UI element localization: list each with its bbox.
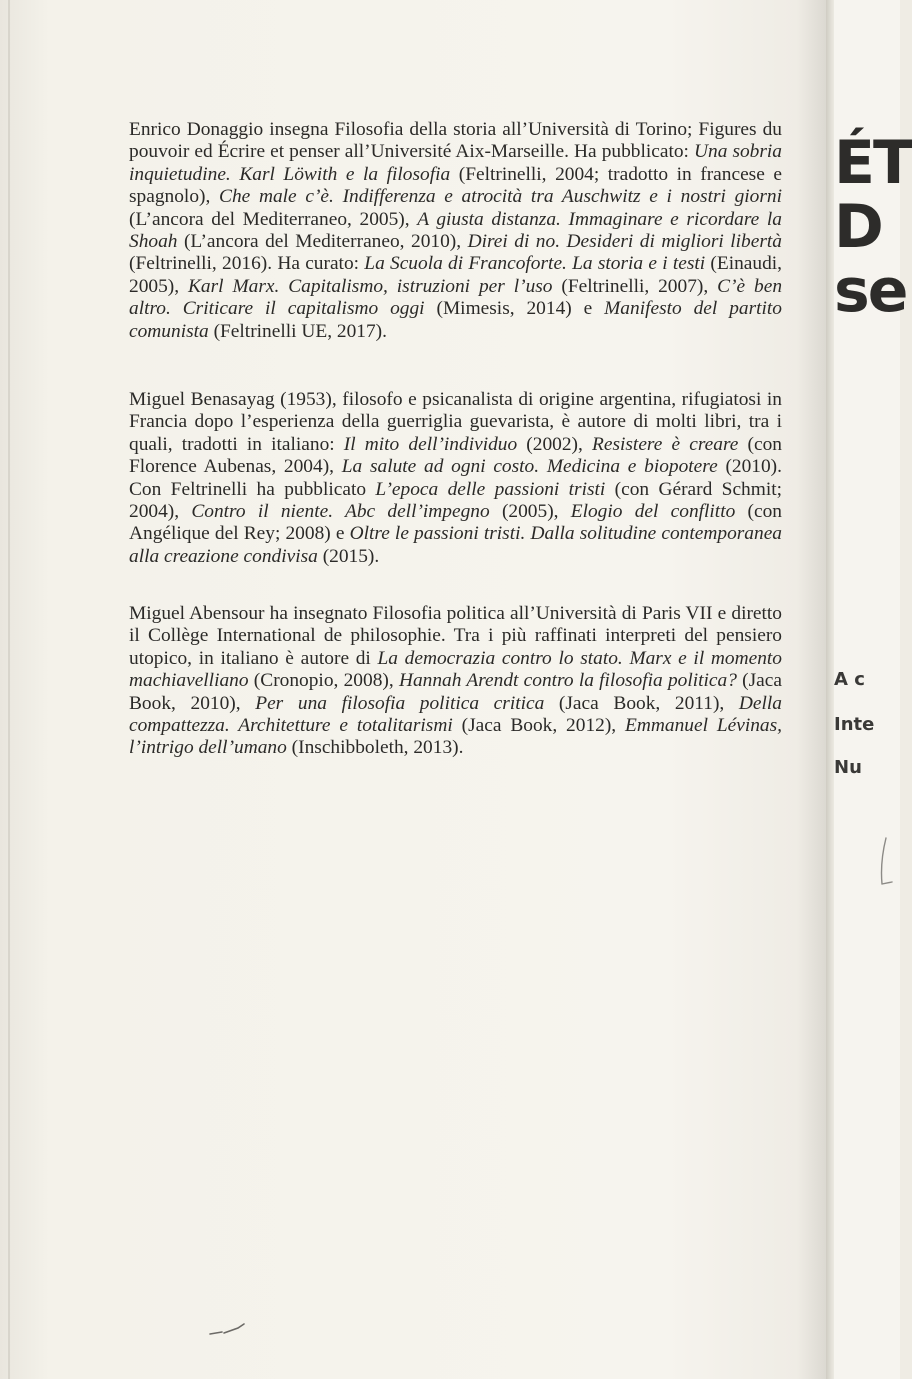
bio-text: (Feltrinelli, 2007), <box>552 275 718 297</box>
book-title: Per una filosofia politica critica <box>255 692 545 714</box>
credit-line-1: A c <box>834 669 865 690</box>
bio-text: (2005), <box>489 501 571 523</box>
bio-text: (2002), <box>517 433 592 455</box>
bio-text: (Einaudi, 2005), <box>129 253 783 297</box>
bio-text: Miguel Benasayag (1953), filosofo e psicanalista di origine argentina, rifugiatosi in Francia dopo l’esperienza della guerriglia guevarista, è autore di molti libri, tra i quali, tradotti in italiano: <box>129 389 782 455</box>
bio-text: Miguel Abensour ha insegnato Filosofia politica all’Università di Paris VII e diretto il Collège International de philosophie. Tra i più raffinati interpreti del pensiero utopico, in italiano è autore di <box>129 603 782 669</box>
bio-text: (Feltrinelli, 2016). Ha curato: <box>129 253 365 275</box>
book-title: Resistere è creare <box>592 433 739 455</box>
bio-donaggio <box>129 119 782 343</box>
page-edge <box>8 0 10 1379</box>
bio-text: (Cronopio, 2008), <box>248 670 399 692</box>
bio-benasayag <box>129 389 782 568</box>
title-line-2: D <box>834 192 882 262</box>
book-title: La salute ad ogni costo. Medicina e biopotere <box>341 456 718 478</box>
bio-text: (Feltrinelli, 2004; tradotto in francese e spagnolo), <box>129 163 782 208</box>
bio-text: (con Gérard Schmit; 2004), <box>129 478 782 523</box>
credit-line-2: Inte <box>834 714 875 735</box>
book-title: Della compattezza. Architetture e totalitarismi <box>129 692 782 737</box>
book-title: Direi di no. Desideri di migliori libertà <box>467 231 782 253</box>
book-title: Che male c’è. Indifferenza e atrocità tra Auschwitz e i nostri giorni <box>219 186 783 208</box>
bio-text: (Jaca Book, 2012), <box>452 715 626 737</box>
book-title: Oltre le passioni tristi. Dalla solitudine contemporanea alla creazione condivisa <box>129 523 783 567</box>
bio-text: (con Angélique del Rey; 2008) e <box>129 501 782 545</box>
bio-text: (Mimesis, 2014) e <box>424 298 605 320</box>
book-title: Karl Marx. Capitalismo, istruzioni per l’uso <box>188 275 553 297</box>
bio-text: (Jaca Book, 2010), <box>129 670 782 714</box>
title-line-3: se <box>834 256 907 326</box>
right-page <box>834 0 912 1379</box>
bio-text: (Jaca Book, 2011), <box>544 692 739 714</box>
book-title: Emmanuel Lévinas, l’intrigo dell’umano <box>129 715 783 759</box>
bio-text: Enrico Donaggio insegna Filosofia della storia all’Università di Torino; Figures du pouvoir ed Écrire et penser all’Université Aix-Marseille. Ha pubblicato: <box>129 119 782 163</box>
book-title: Manifesto del partito comunista <box>129 298 783 342</box>
bio-text: (2015). <box>317 545 380 567</box>
book-title: Contro il niente. Abc dell’impegno <box>191 501 490 523</box>
pencil-mark <box>208 1322 246 1338</box>
bio-text: (Feltrinelli UE, 2017). <box>208 320 387 342</box>
bio-text: (L’ancora del Mediterraneo, 2010), <box>177 231 468 253</box>
book-title: Elogio del conflitto <box>570 501 736 523</box>
bio-text: (2010). Con Feltrinelli ha pubblicato <box>129 456 782 500</box>
book-title: Una sobria inquietudine. Karl Löwith e la filosofia <box>129 141 783 185</box>
bio-text: (L’ancora del Mediterraneo, 2005), <box>129 208 418 230</box>
book-title: La democrazia contro lo stato. Marx e il momento machiavelliano <box>129 647 782 692</box>
book-title: A giusta distanza. Immaginare e ricordare la Shoah <box>129 208 782 253</box>
book-title: Hannah Arendt contro la filosofia politica? <box>398 670 737 692</box>
pencil-mark-right <box>872 832 902 892</box>
bio-abensour <box>129 603 782 760</box>
title-line-1: ÉT <box>834 128 912 198</box>
book-title: La Scuola di Francoforte. La storia e i testi <box>364 253 706 275</box>
bio-text: (con Florence Aubenas, 2004), <box>129 433 782 478</box>
book-title: Il mito dell’individuo <box>343 433 518 455</box>
book-title: L’epoca delle passioni tristi <box>375 478 606 500</box>
book-title: C’è ben altro. Criticare il capitalismo oggi <box>129 275 783 320</box>
bio-text: (Inschibboleth, 2013). <box>286 737 464 759</box>
credit-line-3: Nu <box>834 757 862 778</box>
